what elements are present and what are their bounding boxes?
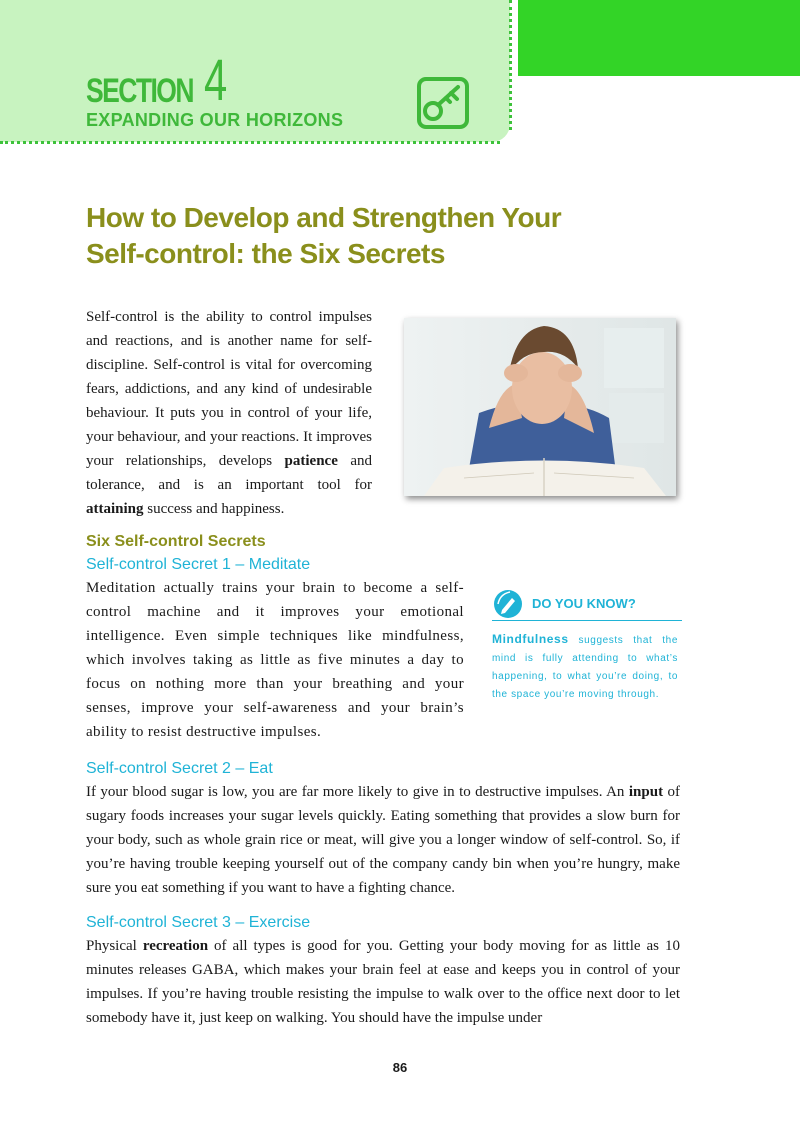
intro-text-3: success and happiness. bbox=[143, 501, 285, 517]
section-label: SECTION bbox=[86, 72, 193, 110]
secret-2-text bbox=[86, 780, 680, 900]
secret-2-text-2: of sugary foods increases your sugar levels quickly. Eating something that provides a slow burn for your body, such as whole grain rice or meat, will give you a longer window of self-control. So, if you’re having trouble keeping yourself out of the company candy bin when you’re hungry, make sure you eat something if you want to have a fighting chance. bbox=[86, 784, 681, 896]
intro-text-2: and tolerance, and is an important tool for bbox=[86, 453, 372, 493]
student-studying-photo bbox=[404, 318, 676, 496]
secrets-heading: Six Self-control Secrets bbox=[86, 533, 266, 550]
key-in-box-icon bbox=[416, 76, 470, 130]
did-you-know-rule bbox=[492, 620, 682, 621]
section-number: 4 bbox=[204, 48, 228, 113]
secret-2-text-1: If your blood sugar is low, you are far more likely to give in to destructive impulses. An bbox=[86, 784, 629, 800]
intro-text-1: Self-control is the ability to control impulses and reactions, and is another name for self-discipline. Self-control is vital for overcoming fears, addictions, and any kind of undesirable behaviour. It puts you in control of your life, your behaviour, and your reactions. It improves your relationships, develops bbox=[86, 309, 372, 469]
header-dotted-border bbox=[0, 141, 500, 144]
intro-bold-1: patience bbox=[284, 453, 338, 469]
did-you-know-definition: suggests that the mind is fully attending to what’s happening, to what you’re doing, to the space you’re moving through. bbox=[492, 635, 678, 700]
page-title bbox=[86, 200, 706, 272]
did-you-know-box bbox=[492, 588, 682, 700]
intro-paragraph bbox=[86, 305, 372, 521]
secret-2-bold: input bbox=[628, 784, 664, 800]
did-you-know-heading: DO YOU KNOW? bbox=[532, 596, 636, 611]
secret-3-heading: Self-control Secret 3 – Exercise bbox=[86, 914, 311, 931]
header-dotted-border-right bbox=[509, 0, 512, 130]
secret-3-text-2: of all types is good for you. Getting your body moving for as little as 10 minutes releases GABA, which makes your brain feel at ease and keeps you in control of your impulses. If you’re having trouble resisting the impulse to walk over to the office next door to let somebody have it, just keep on walking. You should have the impulse under bbox=[86, 938, 680, 1026]
secret-1-text: Meditation actually trains your brain to become a self-control machine and it improves your emotional intelligence. Even simple techniques like mindfulness, which involves taking as little as five minutes a day to focus on nothing more than your breathing and your senses, improve your self-awareness and your brain’s ability to resist destructive impulses. bbox=[86, 580, 464, 740]
title-line-1: How to Develop and Strengthen Your bbox=[86, 202, 562, 233]
did-you-know-term: Mindfulness bbox=[492, 632, 569, 646]
intro-bold-2: attaining bbox=[86, 501, 144, 517]
did-you-know-text bbox=[492, 630, 678, 704]
secret-1-heading: Self-control Secret 1 – Meditate bbox=[86, 556, 311, 573]
title-line-2: Self-control: the Six Secrets bbox=[86, 238, 445, 269]
secret-3-text bbox=[86, 934, 680, 1030]
secret-2-heading: Self-control Secret 2 – Eat bbox=[86, 760, 273, 777]
section-subtitle: EXPANDING OUR HORIZONS bbox=[86, 110, 344, 130]
pen-circle-icon bbox=[492, 588, 524, 620]
page-number: 86 bbox=[392, 1060, 408, 1075]
secret-3-bold: recreation bbox=[142, 938, 209, 954]
secret-3-text-1: Physical bbox=[86, 938, 143, 954]
header-green-block bbox=[518, 0, 800, 76]
